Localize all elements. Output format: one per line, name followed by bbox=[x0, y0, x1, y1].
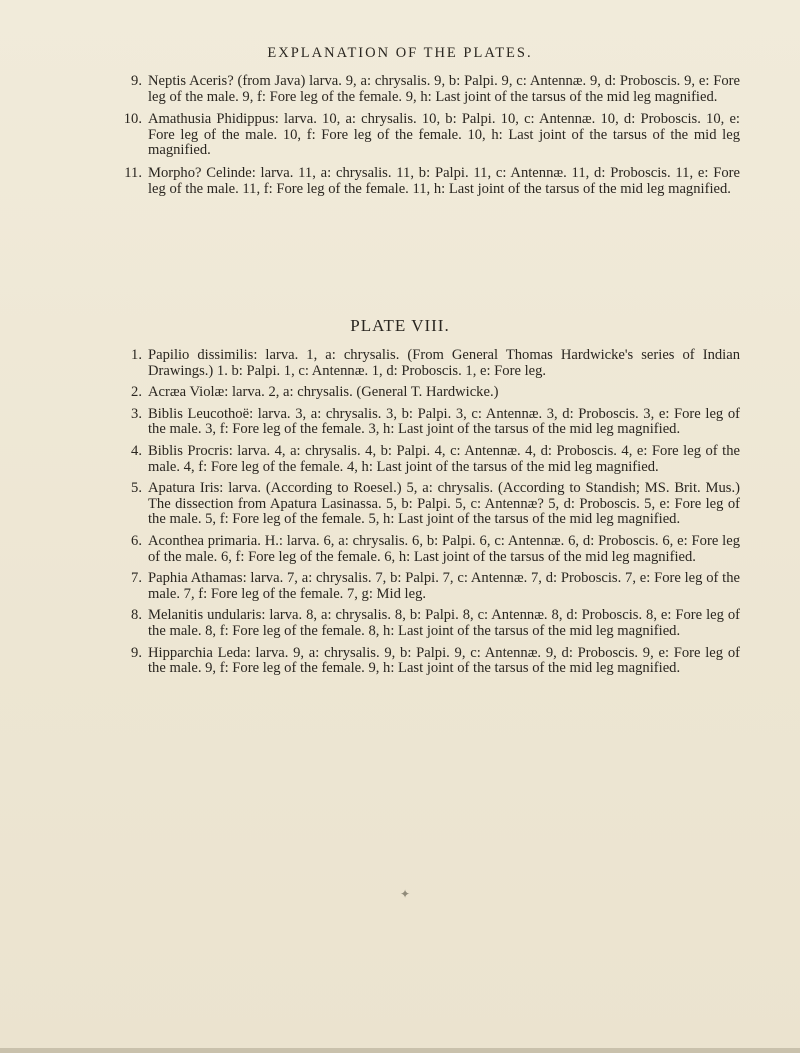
entry bbox=[120, 481, 740, 528]
entry bbox=[120, 407, 740, 438]
entry-text: Aconthea primaria. H.: larva. 6, a: chrysalis. 6, b: Palpi. 6, c: Antennæ. 6, d: Proboscis. 6, e: Fore leg of the male. 6, f: Fore leg of the female. 6, h: Last joint of the tarsus of the mid leg magnified. bbox=[148, 532, 740, 565]
plate-heading: PLATE VIII. bbox=[350, 316, 450, 335]
entry bbox=[120, 646, 740, 677]
entry-number: 1. bbox=[131, 347, 142, 363]
entry bbox=[120, 534, 740, 565]
paper-blemish: ✦ bbox=[400, 887, 411, 901]
page-bottom-edge bbox=[0, 1048, 800, 1053]
entry bbox=[120, 571, 740, 602]
plate-entries bbox=[120, 348, 740, 683]
entry-text: Morpho? Celinde: larva. 11, a: chrysalis. 11, b: Palpi. 11, c: Antennæ. 11, d: Proboscis. 11, e: Fore leg of the male. 11, f: Fore leg of the female. 11, h: Last joint of the tarsus of the mid leg magnified. bbox=[148, 164, 740, 197]
entry-text: Amathusia Phidippus: larva. 10, a: chrysalis. 10, b: Palpi. 10, c: Antennæ. 10, d: Proboscis. 10, e: Fore leg of the male. 10, f: Fore leg of the female. 10, h: Last joint of the tarsus of the mid leg magnified. bbox=[148, 111, 740, 159]
entry bbox=[120, 74, 740, 105]
entry bbox=[120, 608, 740, 639]
entry bbox=[120, 385, 740, 401]
entry-text: Hipparchia Leda: larva. 9, a: chrysalis. 9, b: Palpi. 9, c: Antennæ. 9, d: Proboscis. 9, e: Fore leg of the male. 9, f: Fore leg of the female. 9, h: Last joint of the tarsus of the mid leg magnified. bbox=[148, 644, 740, 677]
entry bbox=[120, 166, 740, 197]
entry-number: 9. bbox=[131, 73, 142, 89]
entry-text: Papilio dissimilis: larva. 1, a: chrysalis. (From General Thomas Hardwicke's series of Indian Drawings.) 1. b: Palpi. 1, c: Antennæ. 1, d: Proboscis. 1, e: Fore leg. bbox=[148, 347, 740, 379]
entry-number: 10. bbox=[123, 111, 142, 128]
entry-number: 8. bbox=[131, 607, 142, 624]
entry-text: Apatura Iris: larva. (According to Roesel.) 5, a: chrysalis. (According to Standish; MS. Brit. Mus.) The dissection from Apatura Lasinassa. 5, b: Palpi. 5, c: Antennæ? 5, d: Proboscis. 5, e: Fore leg of the male. 5, f: Fore leg of the female. 5, h: Last joint of the tarsus of the mid leg magnified. bbox=[148, 480, 740, 528]
entry-number: 6. bbox=[131, 532, 142, 549]
entry-text: Acræa Violæ: larva. 2, a: chrysalis. (General T. Hardwicke.) bbox=[148, 384, 499, 401]
entry-number: 4. bbox=[131, 442, 142, 459]
entry-number: 3. bbox=[131, 405, 142, 422]
preceding-plate-entries bbox=[120, 74, 740, 204]
entry bbox=[120, 112, 740, 159]
running-head: EXPLANATION OF THE PLATES. bbox=[267, 45, 533, 61]
entry-text: Neptis Aceris? (from Java) larva. 9, a: chrysalis. 9, b: Palpi. 9, c: Antennæ. 9, d: Proboscis. 9, e: Fore leg of the male. 9, f: Fore leg of the female. 9, h: Last joint of the tarsus of the mid leg magnified. bbox=[148, 73, 740, 105]
entry-number: 9. bbox=[131, 644, 142, 661]
entry-text: Paphia Athamas: larva. 7, a: chrysalis. 7, b: Palpi. 7, c: Antennæ. 7, d: Proboscis. 7, e: Fore leg of the male. 7, f: Fore leg of the female. 7, g: Mid leg. bbox=[148, 570, 740, 602]
entry-number: 11. bbox=[124, 164, 142, 181]
entry-number: 7. bbox=[131, 570, 142, 587]
entry-text: Biblis Procris: larva. 4, a: chrysalis. 4, b: Palpi. 4, c: Antennæ. 4, d: Proboscis. 4, e: Fore leg of the male. 4, f: Fore leg of the female. 4, h: Last joint of the tarsus of the mid leg magnified. bbox=[148, 442, 740, 475]
entry-text: Biblis Leucothoë: larva. 3, a: chrysalis. 3, b: Palpi. 3, c: Antennæ. 3, d: Proboscis. 3, e: Fore leg of the male. 3, f: Fore leg of the female. 3, h: Last joint of the tarsus of the mid leg magnified. bbox=[148, 405, 740, 438]
entry-text: Melanitis undularis: larva. 8, a: chrysalis. 8, b: Palpi. 8, c: Antennæ. 8, d: Proboscis. 8, e: Fore leg of the male. 8, f: Fore leg of the female. 8, h: Last joint of the tarsus of the mid leg magnified. bbox=[148, 607, 740, 639]
entry-number: 5. bbox=[131, 480, 142, 497]
entry-number: 2. bbox=[131, 384, 142, 401]
entry bbox=[120, 348, 740, 379]
entry bbox=[120, 444, 740, 475]
